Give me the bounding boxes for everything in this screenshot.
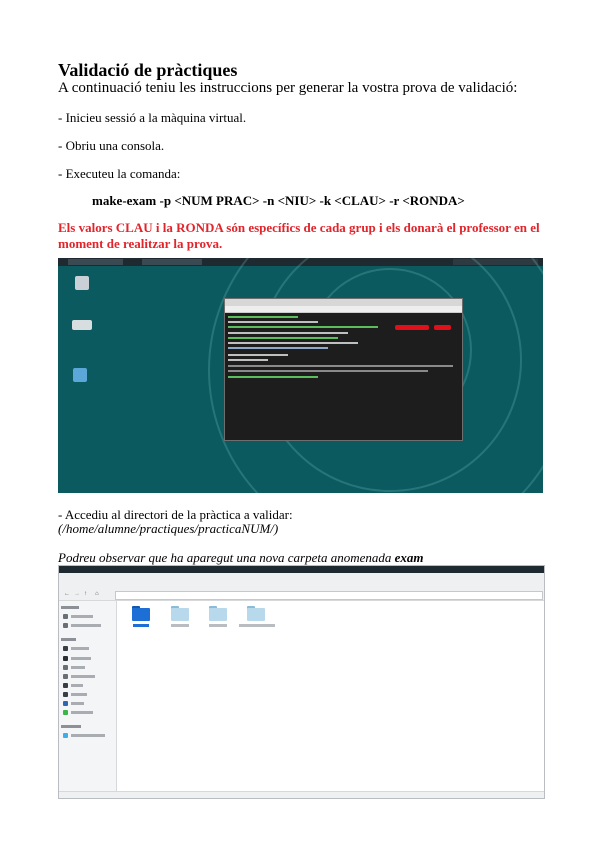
folder-icon[interactable]	[132, 606, 150, 621]
document-title: Validació de pràctiques	[58, 60, 238, 80]
network-icon	[63, 733, 68, 738]
back-icon[interactable]: ←	[64, 591, 70, 597]
redacted-round	[434, 325, 451, 330]
trash-icon[interactable]	[75, 276, 89, 290]
places-sidebar	[59, 601, 117, 791]
practice-path: (/home/alumne/practiques/practicaNUM/)	[58, 521, 279, 536]
screenshot-file-manager	[58, 565, 545, 799]
terminal-window[interactable]	[224, 298, 463, 441]
home-icon[interactable]: ⌂	[95, 591, 99, 597]
step-access-dir: - Accediu al directori de la pràctica a validar:	[58, 507, 293, 522]
folder-icon[interactable]	[171, 606, 189, 621]
drive-icon	[63, 623, 68, 628]
computer-icon	[63, 614, 68, 619]
forward-icon[interactable]: →	[74, 591, 80, 597]
music-icon	[63, 683, 68, 688]
up-icon[interactable]: ↑	[84, 591, 87, 597]
network-icon	[63, 646, 68, 651]
documents-icon	[63, 665, 68, 670]
address-bar[interactable]	[115, 591, 543, 600]
observe-folder-name: exam	[394, 550, 424, 565]
terminal-menubar	[225, 306, 462, 313]
warning-note: Els valors CLAU i la RONDA són específics de cada grup i els donarà el professor en el moment de realitzar la prova.	[58, 220, 540, 251]
folder-icon[interactable]	[247, 606, 265, 621]
redacted-key	[395, 325, 429, 330]
step-login: - Inicieu sessió a la màquina virtual.	[58, 110, 247, 125]
step-execute: - Executeu la comanda:	[58, 166, 181, 181]
observe-prefix: Podreu observar que ha aparegut una nova carpeta anomenada	[58, 550, 395, 565]
pictures-icon	[63, 692, 68, 697]
intro-text: A continuació teniu les instruccions per generar la vostra prova de validació:	[58, 80, 518, 96]
folder-icon[interactable]	[209, 606, 227, 621]
videos-icon	[63, 701, 68, 706]
observe-note	[58, 550, 424, 566]
desktop-icon	[63, 656, 68, 661]
terminal-titlebar	[225, 299, 462, 306]
drive-icon[interactable]	[72, 320, 92, 330]
trash-icon	[63, 710, 68, 715]
screenshot-desktop-terminal	[58, 258, 543, 493]
command-line: make-exam -p <NUM PRAC> -n <NIU> -k <CLAU> -r <RONDA>	[92, 193, 465, 208]
step-console: - Obriu una consola.	[58, 138, 165, 153]
status-bar	[59, 791, 544, 799]
menu-bar	[59, 581, 544, 589]
downloads-icon	[63, 674, 68, 679]
folder-icon[interactable]	[73, 368, 87, 382]
top-panel	[59, 566, 544, 573]
